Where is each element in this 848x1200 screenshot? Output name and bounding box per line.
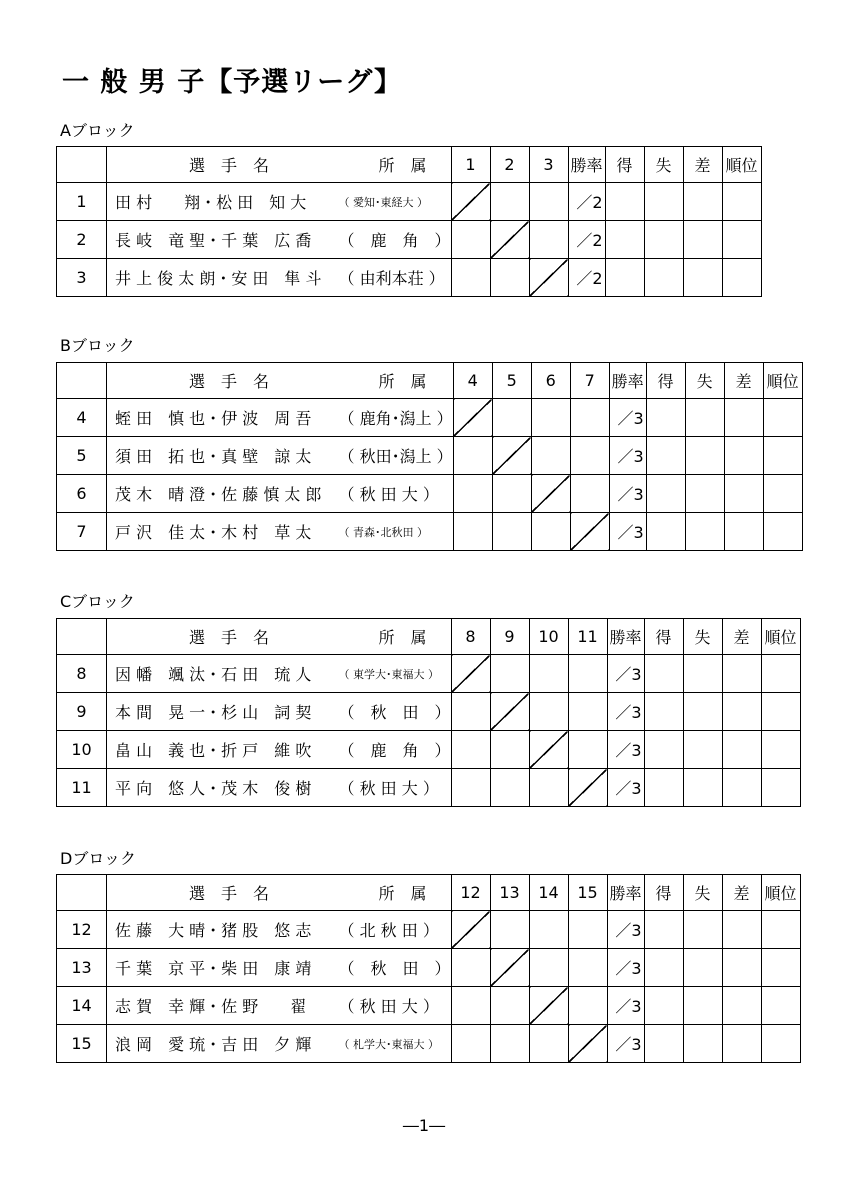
rank-cell	[763, 437, 802, 475]
points-lost-cell	[683, 655, 722, 693]
affiliation: （ 秋 田 大 ）	[339, 987, 452, 1025]
affiliation: （ 鹿 角 ）	[339, 221, 452, 259]
points-won-cell	[644, 949, 683, 987]
header-points-lost: 失	[685, 363, 724, 399]
match-result-cell	[453, 475, 492, 513]
match-result-cell	[451, 987, 490, 1025]
rank-cell	[722, 259, 761, 297]
points-won-cell	[644, 987, 683, 1025]
points-won-cell	[646, 475, 685, 513]
match-result-cell	[490, 731, 529, 769]
player-names: 志 賀 幸 輝・佐 野 翟	[107, 987, 339, 1025]
match-result-cell	[568, 987, 607, 1025]
header-rank: 順位	[763, 363, 802, 399]
self-match-cell	[451, 183, 490, 221]
header-win-rate: 勝率	[607, 875, 644, 911]
entry-number: 11	[57, 769, 107, 807]
block-label: Aブロック	[60, 121, 135, 140]
header-affiliation: 所 属	[339, 875, 452, 911]
entry-number: 4	[57, 399, 107, 437]
self-match-cell	[568, 1025, 607, 1063]
win-rate-cell: ／3	[607, 911, 644, 949]
player-names: 田 村 翔・松 田 知 大	[107, 183, 339, 221]
header-number-cell	[57, 147, 107, 183]
point-difference-cell	[722, 949, 761, 987]
table-header-row	[57, 875, 801, 911]
match-result-cell	[490, 911, 529, 949]
entry-number: 9	[57, 693, 107, 731]
self-match-cell	[568, 769, 607, 807]
point-difference-cell	[683, 221, 722, 259]
table-row	[57, 183, 762, 221]
header-opponent-column: 10	[529, 619, 568, 655]
match-result-cell	[568, 655, 607, 693]
table-row	[57, 399, 803, 437]
header-point-difference: 差	[722, 875, 761, 911]
win-rate-cell: ／3	[607, 949, 644, 987]
points-lost-cell	[685, 437, 724, 475]
player-names: 本 間 晃 一・杉 山 詞 契	[107, 693, 339, 731]
points-won-cell	[646, 513, 685, 551]
player-names: 畠 山 義 也・折 戸 維 吹	[107, 731, 339, 769]
header-player-name: 選 手 名	[107, 619, 339, 655]
header-opponent-column: 11	[568, 619, 607, 655]
match-result-cell	[453, 513, 492, 551]
rank-cell	[763, 399, 802, 437]
header-opponent-column: 6	[531, 363, 570, 399]
match-result-cell	[451, 769, 490, 807]
points-won-cell	[644, 655, 683, 693]
point-difference-cell	[722, 769, 761, 807]
self-match-cell	[529, 987, 568, 1025]
header-points-lost: 失	[644, 147, 683, 183]
point-difference-cell	[724, 437, 763, 475]
match-result-cell	[490, 987, 529, 1025]
win-rate-cell: ／3	[607, 693, 644, 731]
match-result-cell	[568, 731, 607, 769]
points-lost-cell	[683, 731, 722, 769]
player-names: 千 葉 京 平・柴 田 康 靖	[107, 949, 339, 987]
table-row	[57, 769, 801, 807]
points-won-cell	[644, 911, 683, 949]
entry-number: 6	[57, 475, 107, 513]
rank-cell	[722, 221, 761, 259]
match-result-cell	[490, 1025, 529, 1063]
player-names: 因 幡 颯 汰・石 田 琉 人	[107, 655, 339, 693]
points-lost-cell	[685, 399, 724, 437]
points-lost-cell	[685, 513, 724, 551]
header-opponent-column: 1	[451, 147, 490, 183]
player-names: 須 田 拓 也・真 壁 諒 太	[107, 437, 339, 475]
win-rate-cell: ／3	[607, 655, 644, 693]
win-rate-cell: ／3	[609, 475, 646, 513]
match-result-cell	[451, 259, 490, 297]
entry-number: 5	[57, 437, 107, 475]
points-lost-cell	[683, 911, 722, 949]
rank-cell	[761, 911, 800, 949]
header-opponent-column: 7	[570, 363, 609, 399]
match-result-cell	[490, 655, 529, 693]
header-point-difference: 差	[683, 147, 722, 183]
table-row	[57, 475, 803, 513]
header-opponent-column: 9	[490, 619, 529, 655]
affiliation: （ 北 秋 田 ）	[339, 911, 452, 949]
header-player-name: 選 手 名	[107, 875, 339, 911]
page-number: ―1―	[402, 1116, 446, 1135]
header-point-difference: 差	[724, 363, 763, 399]
player-names: 佐 藤 大 晴・猪 股 悠 志	[107, 911, 339, 949]
win-rate-cell: ／3	[609, 437, 646, 475]
header-win-rate: 勝率	[609, 363, 646, 399]
match-result-cell	[451, 693, 490, 731]
point-difference-cell	[724, 475, 763, 513]
self-match-cell	[453, 399, 492, 437]
affiliation: （ 秋 田 ）	[339, 693, 452, 731]
league-table	[56, 362, 803, 551]
header-opponent-column: 14	[529, 875, 568, 911]
header-affiliation: 所 属	[339, 363, 454, 399]
match-result-cell	[568, 693, 607, 731]
match-result-cell	[529, 221, 568, 259]
header-player-name: 選 手 名	[107, 147, 339, 183]
rank-cell	[761, 655, 800, 693]
block-label: Dブロック	[60, 849, 137, 868]
entry-number: 7	[57, 513, 107, 551]
table-row	[57, 1025, 801, 1063]
points-won-cell	[646, 437, 685, 475]
self-match-cell	[490, 949, 529, 987]
header-opponent-column: 3	[529, 147, 568, 183]
entry-number: 1	[57, 183, 107, 221]
match-result-cell	[451, 1025, 490, 1063]
entry-number: 10	[57, 731, 107, 769]
header-affiliation: 所 属	[339, 619, 452, 655]
win-rate-cell: ／3	[607, 987, 644, 1025]
points-won-cell	[644, 769, 683, 807]
rank-cell	[761, 987, 800, 1025]
header-affiliation: 所 属	[339, 147, 452, 183]
match-result-cell	[529, 769, 568, 807]
entry-number: 14	[57, 987, 107, 1025]
points-lost-cell	[683, 693, 722, 731]
table-row	[57, 513, 803, 551]
header-points-lost: 失	[683, 875, 722, 911]
points-lost-cell	[683, 1025, 722, 1063]
point-difference-cell	[724, 399, 763, 437]
table-row	[57, 655, 801, 693]
entry-number: 2	[57, 221, 107, 259]
header-points-won: 得	[605, 147, 644, 183]
points-won-cell	[605, 259, 644, 297]
point-difference-cell	[722, 1025, 761, 1063]
match-result-cell	[570, 475, 609, 513]
affiliation: （ 東学大･東福大 ）	[339, 655, 452, 693]
self-match-cell	[490, 693, 529, 731]
table-row	[57, 911, 801, 949]
player-names: 浪 岡 愛 琉・吉 田 夕 輝	[107, 1025, 339, 1063]
entry-number: 15	[57, 1025, 107, 1063]
affiliation: （ 秋 田 大 ）	[339, 475, 454, 513]
rank-cell	[761, 731, 800, 769]
win-rate-cell: ／3	[609, 399, 646, 437]
points-won-cell	[605, 183, 644, 221]
table-row	[57, 949, 801, 987]
points-won-cell	[644, 693, 683, 731]
points-won-cell	[646, 399, 685, 437]
match-result-cell	[529, 1025, 568, 1063]
match-result-cell	[531, 513, 570, 551]
header-points-won: 得	[644, 619, 683, 655]
rank-cell	[722, 183, 761, 221]
points-lost-cell	[644, 183, 683, 221]
win-rate-cell: ／2	[568, 221, 605, 259]
match-result-cell	[490, 259, 529, 297]
table-row	[57, 221, 762, 259]
header-opponent-column: 4	[453, 363, 492, 399]
match-result-cell	[529, 655, 568, 693]
entry-number: 3	[57, 259, 107, 297]
header-points-won: 得	[646, 363, 685, 399]
table-row	[57, 731, 801, 769]
win-rate-cell: ／2	[568, 183, 605, 221]
rank-cell	[763, 513, 802, 551]
header-opponent-column: 13	[490, 875, 529, 911]
page-title: 一 般 男 子【予選リーグ】	[62, 67, 403, 98]
header-points-lost: 失	[683, 619, 722, 655]
affiliation: （ 秋 田 大 ）	[339, 769, 452, 807]
win-rate-cell: ／3	[607, 731, 644, 769]
header-points-won: 得	[644, 875, 683, 911]
match-result-cell	[529, 183, 568, 221]
rank-cell	[761, 949, 800, 987]
affiliation: （ 由利本荘 ）	[339, 259, 452, 297]
header-player-name: 選 手 名	[107, 363, 339, 399]
table-header-row	[57, 147, 762, 183]
point-difference-cell	[722, 655, 761, 693]
match-result-cell	[531, 437, 570, 475]
affiliation: （ 愛知･東経大 ）	[339, 183, 452, 221]
win-rate-cell: ／3	[607, 769, 644, 807]
header-opponent-column: 2	[490, 147, 529, 183]
match-result-cell	[492, 513, 531, 551]
match-result-cell	[492, 399, 531, 437]
player-names: 戸 沢 佳 太・木 村 草 太	[107, 513, 339, 551]
league-table	[56, 146, 762, 297]
entry-number: 12	[57, 911, 107, 949]
win-rate-cell: ／3	[609, 513, 646, 551]
points-won-cell	[644, 1025, 683, 1063]
points-lost-cell	[644, 259, 683, 297]
points-lost-cell	[644, 221, 683, 259]
match-result-cell	[529, 693, 568, 731]
table-header-row	[57, 619, 801, 655]
header-point-difference: 差	[722, 619, 761, 655]
table-row	[57, 259, 762, 297]
match-result-cell	[451, 731, 490, 769]
player-names: 井 上 俊 太 朗・安 田 隼 斗	[107, 259, 339, 297]
affiliation: （ 秋 田 ）	[339, 949, 452, 987]
affiliation: （ 鹿角･潟上 ）	[339, 399, 454, 437]
self-match-cell	[570, 513, 609, 551]
header-opponent-column: 8	[451, 619, 490, 655]
affiliation: （ 札学大･東福大 ）	[339, 1025, 452, 1063]
point-difference-cell	[722, 731, 761, 769]
point-difference-cell	[722, 911, 761, 949]
points-lost-cell	[685, 475, 724, 513]
match-result-cell	[453, 437, 492, 475]
points-lost-cell	[683, 769, 722, 807]
point-difference-cell	[722, 987, 761, 1025]
points-won-cell	[644, 731, 683, 769]
self-match-cell	[492, 437, 531, 475]
header-win-rate: 勝率	[568, 147, 605, 183]
header-rank: 順位	[761, 619, 800, 655]
league-table	[56, 618, 801, 807]
match-result-cell	[490, 769, 529, 807]
header-number-cell	[57, 875, 107, 911]
header-rank: 順位	[761, 875, 800, 911]
match-result-cell	[531, 399, 570, 437]
table-header-row	[57, 363, 803, 399]
point-difference-cell	[722, 693, 761, 731]
points-lost-cell	[683, 987, 722, 1025]
match-result-cell	[490, 183, 529, 221]
table-row	[57, 693, 801, 731]
point-difference-cell	[683, 183, 722, 221]
block-label: Cブロック	[60, 592, 135, 611]
league-table	[56, 874, 801, 1063]
self-match-cell	[531, 475, 570, 513]
self-match-cell	[529, 731, 568, 769]
player-names: 茂 木 晴 澄・佐 藤 慎 太 郎	[107, 475, 339, 513]
match-result-cell	[492, 475, 531, 513]
header-opponent-column: 5	[492, 363, 531, 399]
self-match-cell	[451, 655, 490, 693]
player-names: 蛭 田 慎 也・伊 波 周 吾	[107, 399, 339, 437]
player-names: 平 向 悠 人・茂 木 俊 樹	[107, 769, 339, 807]
header-number-cell	[57, 619, 107, 655]
match-result-cell	[451, 221, 490, 259]
rank-cell	[761, 693, 800, 731]
match-result-cell	[451, 949, 490, 987]
affiliation: （ 鹿 角 ）	[339, 731, 452, 769]
header-number-cell	[57, 363, 107, 399]
match-result-cell	[570, 437, 609, 475]
header-win-rate: 勝率	[607, 619, 644, 655]
header-opponent-column: 12	[451, 875, 490, 911]
match-result-cell	[529, 949, 568, 987]
win-rate-cell: ／2	[568, 259, 605, 297]
self-match-cell	[490, 221, 529, 259]
table-row	[57, 437, 803, 475]
entry-number: 8	[57, 655, 107, 693]
points-won-cell	[605, 221, 644, 259]
win-rate-cell: ／3	[607, 1025, 644, 1063]
self-match-cell	[529, 259, 568, 297]
match-result-cell	[568, 949, 607, 987]
header-rank: 順位	[722, 147, 761, 183]
affiliation: （ 青森･北秋田 ）	[339, 513, 454, 551]
player-names: 長 岐 竜 聖・千 葉 広 喬	[107, 221, 339, 259]
affiliation: （ 秋田･潟上 ）	[339, 437, 454, 475]
rank-cell	[761, 769, 800, 807]
table-row	[57, 987, 801, 1025]
point-difference-cell	[724, 513, 763, 551]
entry-number: 13	[57, 949, 107, 987]
header-opponent-column: 15	[568, 875, 607, 911]
match-result-cell	[529, 911, 568, 949]
rank-cell	[763, 475, 802, 513]
match-result-cell	[568, 911, 607, 949]
rank-cell	[761, 1025, 800, 1063]
block-label: Bブロック	[60, 336, 135, 355]
self-match-cell	[451, 911, 490, 949]
points-lost-cell	[683, 949, 722, 987]
match-result-cell	[570, 399, 609, 437]
point-difference-cell	[683, 259, 722, 297]
